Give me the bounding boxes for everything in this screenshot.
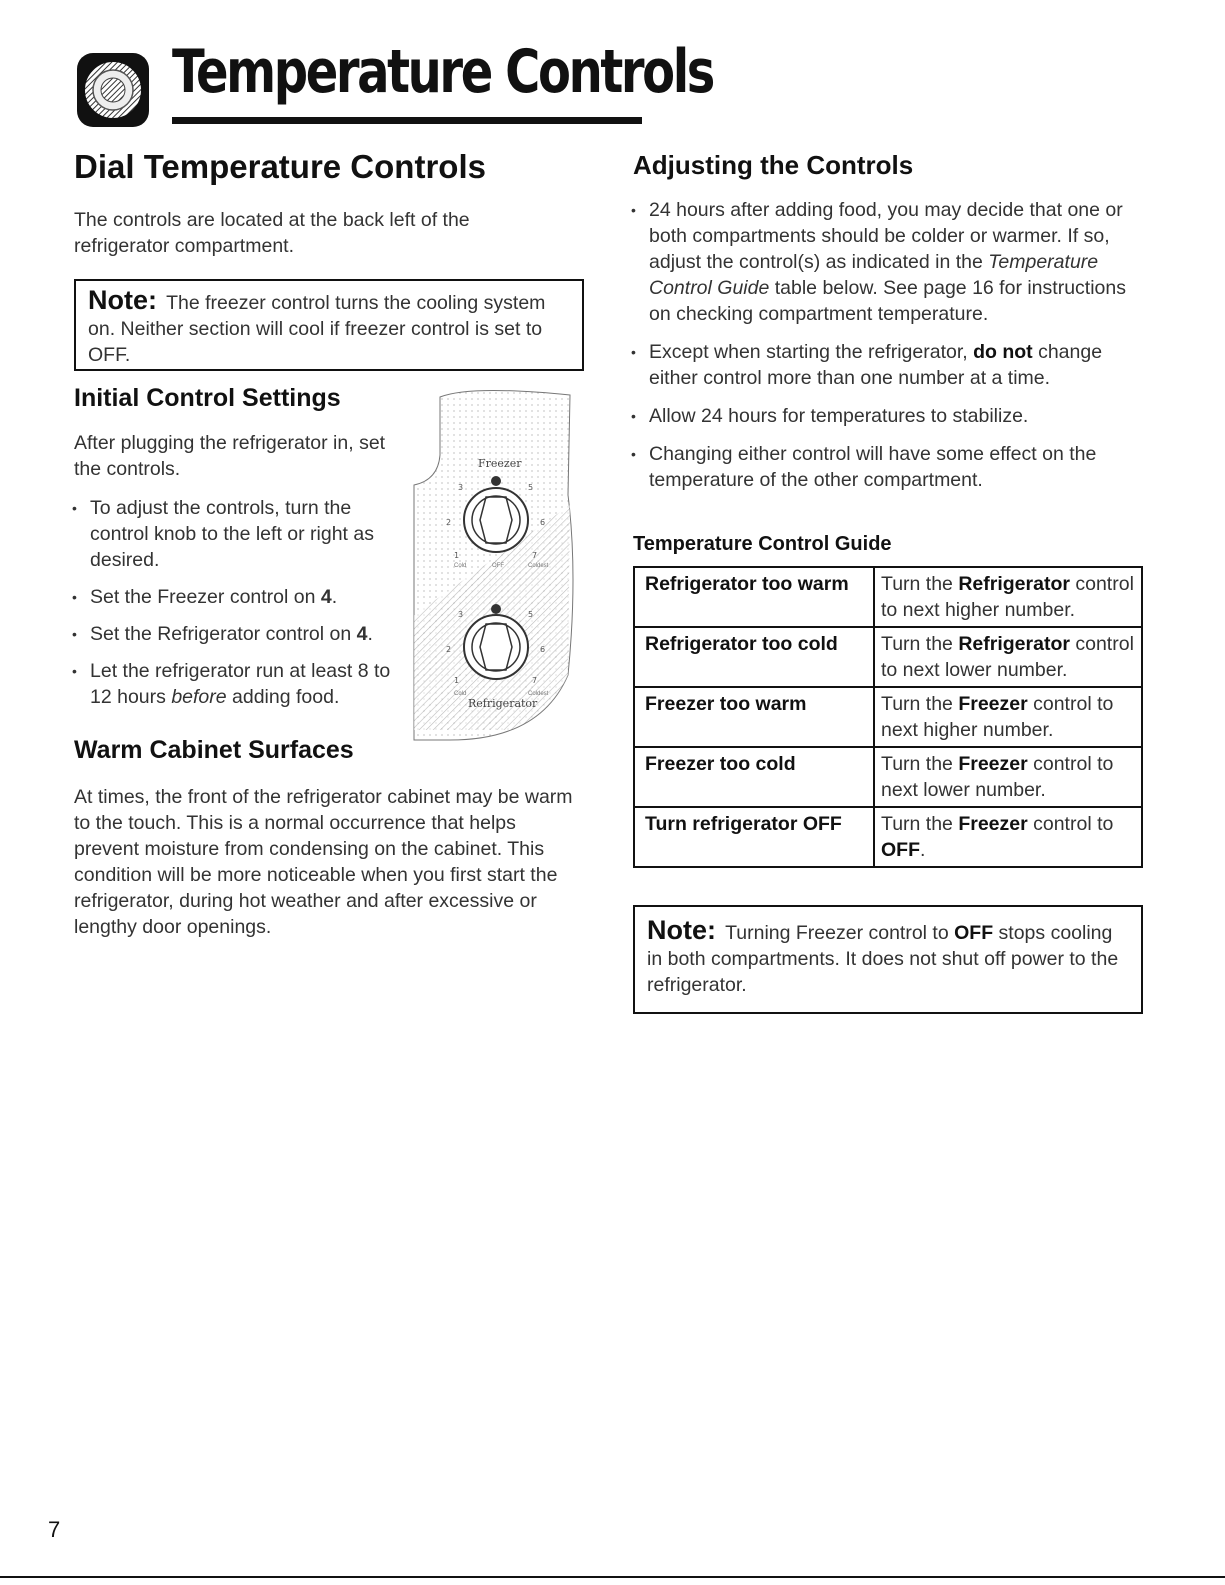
title-underline (172, 117, 642, 124)
svg-text:3: 3 (458, 483, 464, 492)
action-cell: Turn the Refrigerator control to next lower number. (874, 627, 1142, 687)
list-item: • To adjust the controls, turn the control knob to the left or right as desired. (72, 495, 392, 573)
list-item: • Except when starting the refrigerator, do not change either control more than one number at a time. (631, 339, 1151, 391)
freezer-dial-label: Freezer (478, 457, 522, 470)
svg-text:5: 5 (528, 610, 534, 619)
table-row (634, 567, 1142, 627)
table-row (634, 627, 1142, 687)
bottom-divider (0, 1576, 1225, 1578)
note-label: Note: (647, 915, 716, 945)
table-row (634, 807, 1142, 867)
list-item: • Changing either control will have some effect on the temperature of the other compartment. (631, 441, 1151, 493)
table-row (634, 687, 1142, 747)
initial-settings-heading: Initial Control Settings (74, 384, 341, 412)
initial-settings-text: After plugging the refrigerator in, set the controls. (74, 432, 386, 480)
adjusting-heading: Adjusting the Controls (633, 150, 914, 180)
condition-cell: Freezer too warm (634, 687, 874, 747)
svg-text:1: 1 (454, 676, 460, 685)
initial-settings-list (72, 495, 392, 721)
note-label: Note: (88, 285, 157, 315)
controls-location-text: The controls are located at the back left of the refrigerator compartment. (74, 209, 470, 257)
condition-cell: Refrigerator too cold (634, 627, 874, 687)
svg-text:6: 6 (540, 518, 546, 527)
temperature-control-guide-table (633, 566, 1143, 868)
svg-text:5: 5 (528, 483, 534, 492)
table-row (634, 747, 1142, 807)
warm-surfaces-text: At times, the front of the refrigerator cabinet may be warm to the touch. This is a normal occurrence that helps prevent moisture from condensing on the cabinet. This condition will be more noticeable when you first start the refrigerator, during hot weather and after excessive or lengthy door openings. (74, 786, 573, 938)
svg-text:1: 1 (454, 551, 460, 560)
svg-text:2: 2 (446, 518, 452, 527)
refrigerator-dial-label: Refrigerator (468, 697, 538, 710)
action-cell: Turn the Refrigerator control to next higher number. (874, 567, 1142, 627)
guide-table-title: Temperature Control Guide (633, 533, 892, 555)
condition-cell: Refrigerator too warm (634, 567, 874, 627)
adjusting-list (631, 197, 1151, 505)
list-item: • Let the refrigerator run at least 8 to 12 hours before adding food. (72, 658, 392, 710)
list-item: • Set the Freezer control on 4. (72, 584, 392, 610)
warm-surfaces-heading: Warm Cabinet Surfaces (74, 736, 354, 764)
list-item: • 24 hours after adding food, you may decide that one or both compartments should be colder or warmer. If so, adjust the control(s) as indicated in the Temperature Control Guide table below. See page 16 for instructions on checking compartment temperature. (631, 197, 1151, 327)
svg-text:Cold: Cold (454, 563, 467, 569)
off-note-box: Note: Turning Freezer control to OFF stops cooling in both compartments. It does not shut off power to the refrigerator. (633, 905, 1143, 1014)
condition-cell: Turn refrigerator OFF (634, 807, 874, 867)
dial-knob-icon (76, 52, 150, 128)
freezer-note-box (74, 279, 584, 371)
svg-text:Cold: Cold (454, 691, 467, 697)
svg-text:Coldest: Coldest (528, 563, 549, 569)
svg-text:2: 2 (446, 645, 452, 654)
condition-cell: Freezer too cold (634, 747, 874, 807)
list-item: • Set the Refrigerator control on 4. (72, 621, 392, 647)
action-cell: Turn the Freezer control to OFF. (874, 807, 1142, 867)
action-cell: Turn the Freezer control to next lower number. (874, 747, 1142, 807)
page-number: 7 (48, 1517, 61, 1542)
note-text: The freezer control turns the cooling system on. Neither section will cool if freezer control is set to OFF. (88, 292, 546, 366)
list-item: • Allow 24 hours for temperatures to stabilize. (631, 403, 1151, 429)
svg-text:3: 3 (458, 610, 464, 619)
svg-text:6: 6 (540, 645, 546, 654)
svg-text:Coldest: Coldest (528, 691, 549, 697)
control-panel-illustration (410, 385, 580, 745)
page-title: Temperature Controls (172, 37, 713, 107)
svg-text:7: 7 (532, 676, 538, 685)
action-cell: Turn the Freezer control to next higher number. (874, 687, 1142, 747)
dial-controls-heading: Dial Temperature Controls (74, 148, 486, 185)
svg-text:7: 7 (532, 551, 538, 560)
svg-text:OFF: OFF (492, 563, 504, 569)
